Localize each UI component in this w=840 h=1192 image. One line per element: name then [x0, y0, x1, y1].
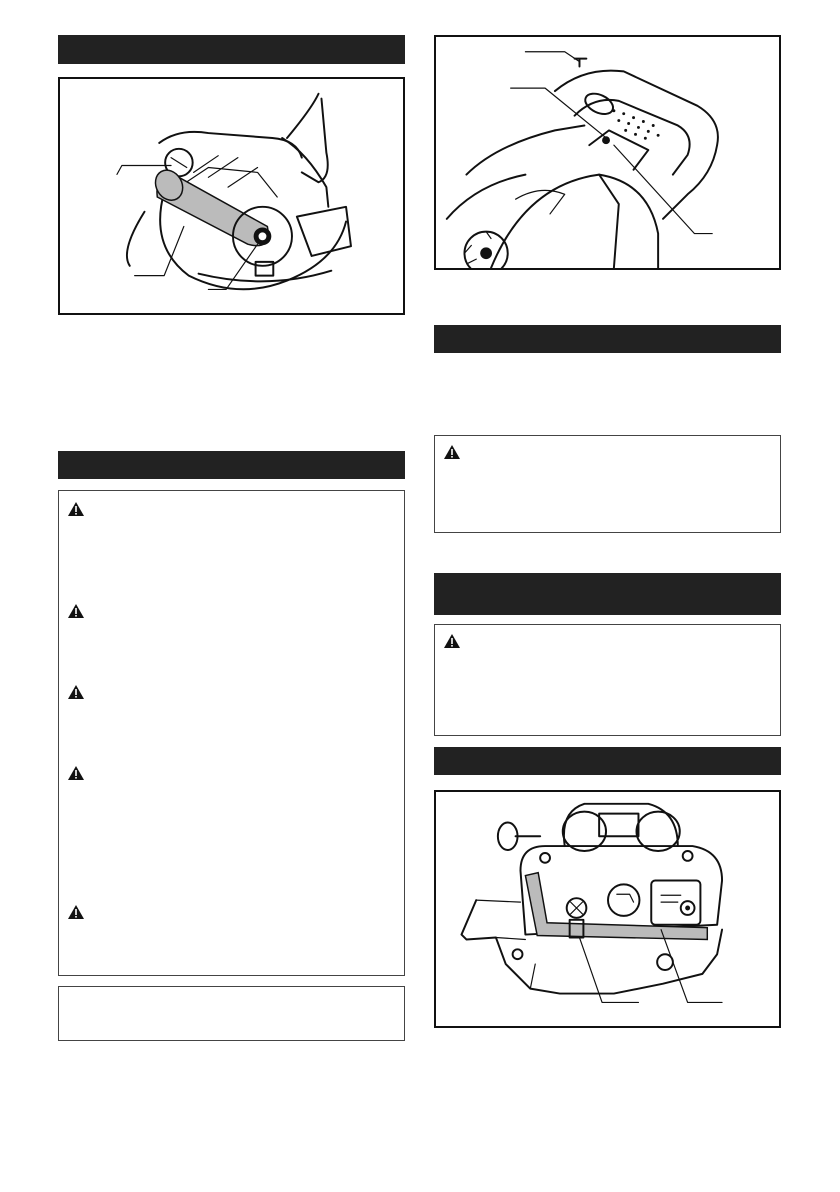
figure-hex-wrench [434, 790, 781, 1028]
section-heading-1 [58, 35, 405, 64]
section-heading-4 [434, 573, 781, 615]
warning-box-2 [434, 435, 781, 533]
section-heading-2 [58, 451, 405, 479]
saw-blade-wrench-icon [60, 79, 403, 313]
warning-triangle-icon [67, 765, 85, 781]
warning-triangle-icon [67, 904, 85, 920]
figure-blade-wrench [58, 77, 405, 315]
warning-triangle-icon [443, 444, 461, 460]
warning-triangle-icon [67, 501, 85, 517]
warning-triangle-icon [67, 603, 85, 619]
warning-triangle-icon [67, 684, 85, 700]
note-box [58, 986, 405, 1041]
section-heading-3 [434, 325, 781, 353]
section-heading-5 [434, 747, 781, 775]
saw-handle-icon [436, 37, 779, 268]
warning-box-1 [58, 490, 405, 976]
warning-box-3 [434, 624, 781, 736]
warning-triangle-icon [443, 633, 461, 649]
hex-wrench-storage-icon [436, 792, 779, 1026]
figure-saw-handle [434, 35, 781, 270]
